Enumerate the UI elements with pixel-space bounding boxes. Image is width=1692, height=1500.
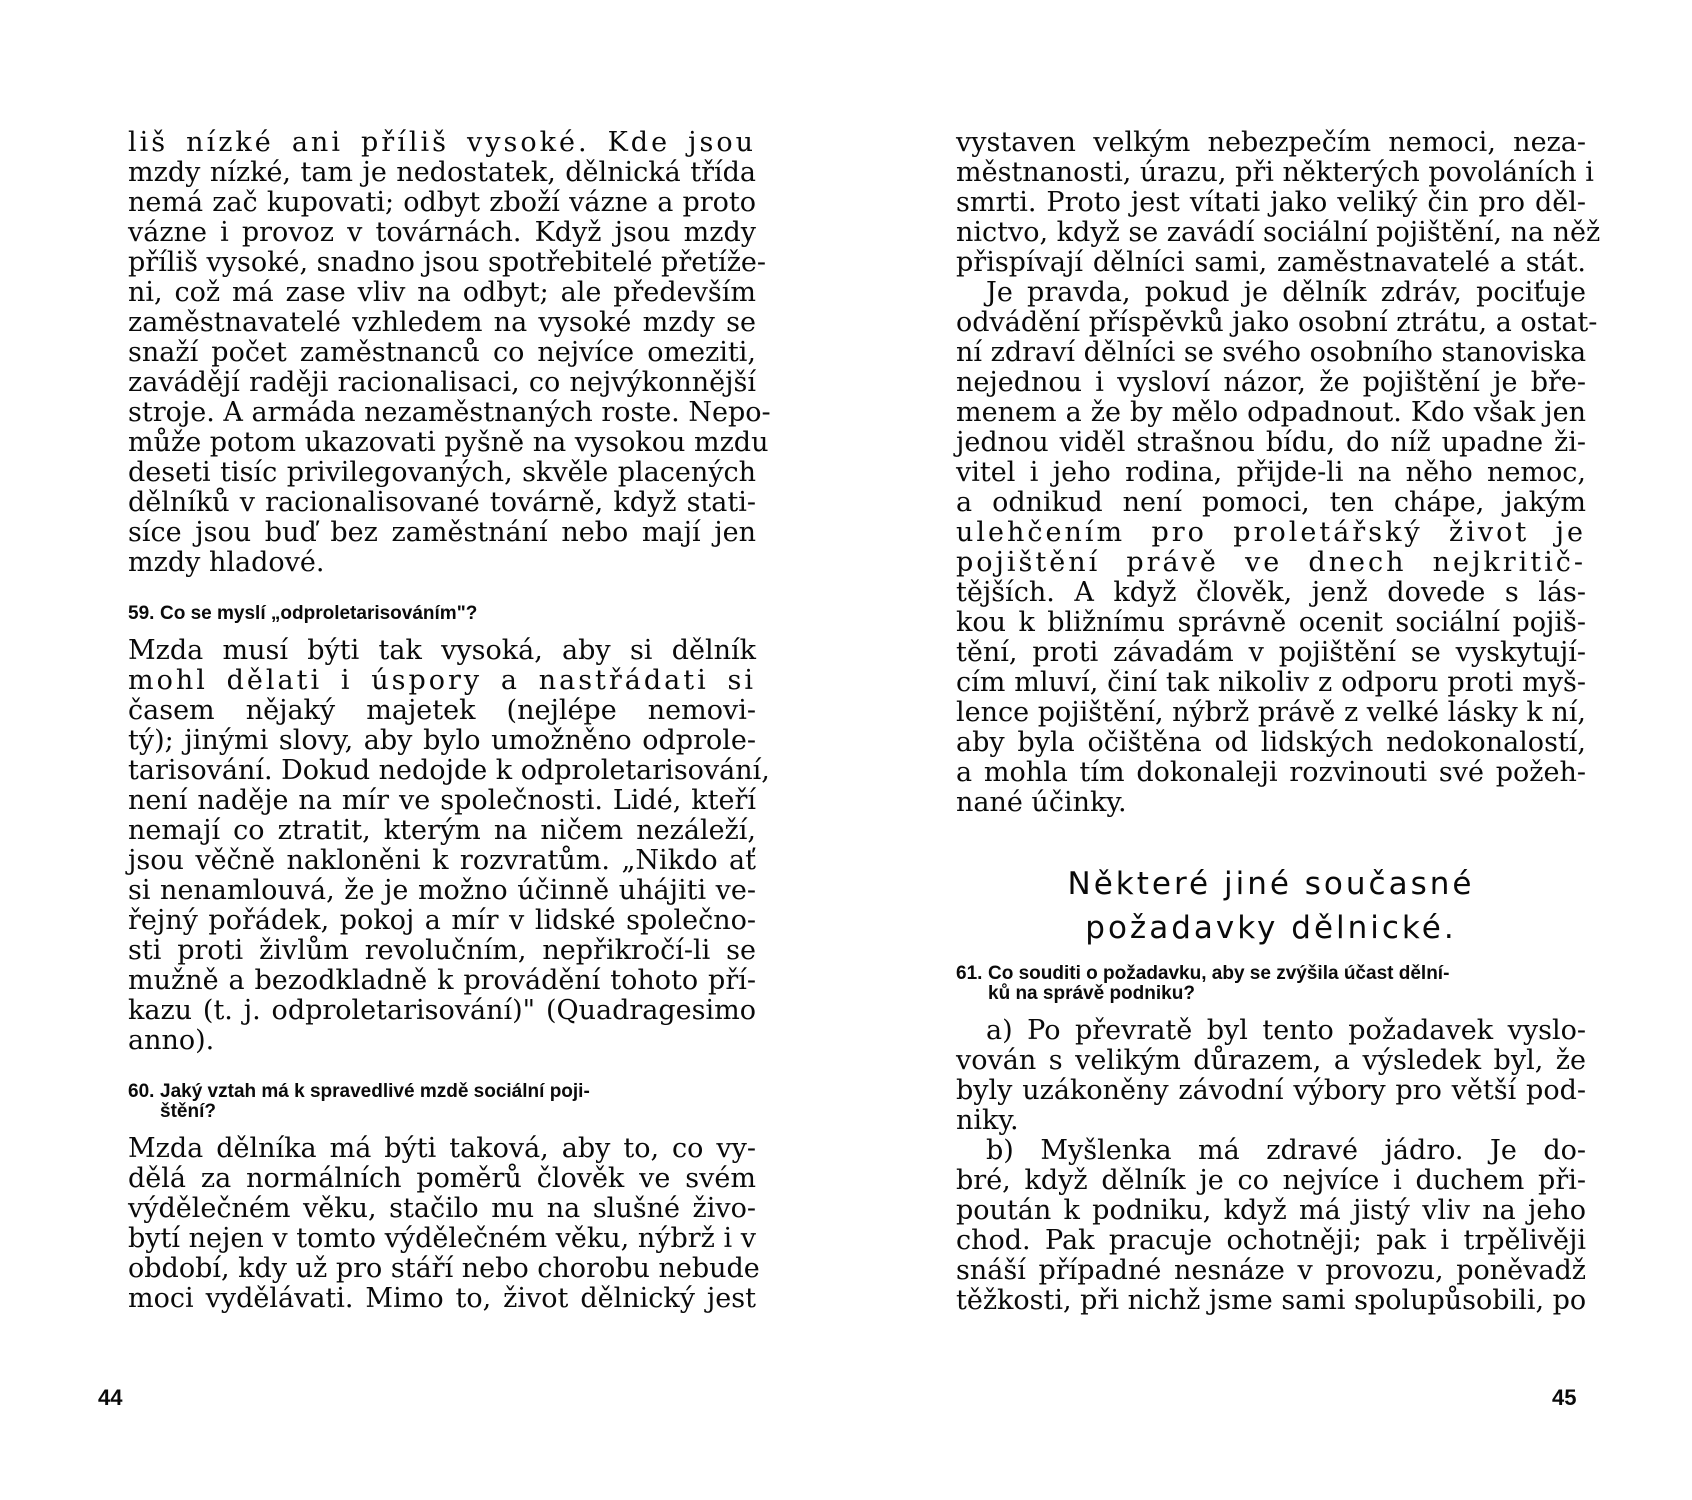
text-line: nejednou i vysloví názor, že pojištění je bře- <box>956 367 1586 398</box>
question-59-heading <box>128 604 756 624</box>
page-number: 44 <box>98 1385 123 1410</box>
right-page <box>846 0 1692 1500</box>
text-line: smrti. Proto jest vítati jako veliký čin pro děl- <box>956 187 1586 218</box>
question-text: štění? <box>160 1101 216 1122</box>
text-line: bytí nejen v tomto výdělečném věku, nýbrž i v <box>128 1223 756 1254</box>
text-line: sti proti živlům revolučním, nepřikročí-li se <box>128 935 756 966</box>
section-heading <box>956 862 1586 950</box>
text-line: niky. <box>956 1105 1019 1136</box>
text-line: snaží počet zaměstnanců co nejvíce omeziti, <box>128 337 756 368</box>
text-line: výdělečném věku, stačilo mu na slušné živo- <box>128 1193 756 1224</box>
text-line: tý); jinými slovy, aby bylo umožněno odprole- <box>128 725 756 756</box>
text-line: mohl dělati i úspory a nastřádati si <box>128 665 756 696</box>
text-line: zavádějí raději racionalisaci, co nejvýkonnější <box>128 367 756 398</box>
right-paragraph-4 <box>956 1136 1586 1316</box>
text-line: b) Myšlenka má zdravé jádro. Je do- <box>986 1135 1586 1166</box>
text-line: a odnikud není pomoci, ten chápe, jakým <box>956 487 1586 518</box>
section-heading-line: požadavky dělnické. <box>1085 910 1457 946</box>
text-line: liš nízké ani příliš vysoké. Kde jsou <box>128 127 756 158</box>
text-line: tarisování. Dokud nedojde k odproletarisování, <box>128 755 770 786</box>
right-paragraph-2 <box>956 277 1598 818</box>
text-line: vitel i jeho rodina, přijde-li na něho nemoc, <box>956 457 1586 488</box>
question-text: ků na správě podniku? <box>988 983 1195 1004</box>
left-paragraph-1 <box>128 127 771 578</box>
left-paragraph-3 <box>128 1133 760 1314</box>
text-line: a mohla tím dokonaleji rozvinouti své požeh- <box>956 757 1586 788</box>
text-line: pojištění právě ve dnech nejkritič- <box>956 547 1586 578</box>
text-line: řejný pořádek, pokoj a mír v lidské společno- <box>128 905 756 936</box>
text-line: poután k podniku, když má jistý vliv na jeho <box>956 1195 1586 1226</box>
text-line: vován s velikým důrazem, a výsledek byl, že <box>956 1045 1586 1076</box>
text-line: odvádění příspěvků jako osobní ztrátu, a ostat- <box>956 307 1598 338</box>
text-line: chod. Pak pracuje ochotněji; pak i trpělivěji <box>956 1225 1586 1256</box>
text-line: nemá zač kupovati; odbyt zboží vázne a proto <box>128 187 756 218</box>
right-paragraph-3 <box>956 1016 1586 1136</box>
text-line: vystaven velkým nebezpečím nemoci, neza- <box>956 127 1586 158</box>
text-line: dělníků v racionalisované továrně, když stati- <box>128 487 756 518</box>
text-line: období, kdy už pro stáří nebo chorobu nebude <box>128 1253 760 1284</box>
text-line: kou k bližnímu správně ocenit sociální pojiš- <box>956 607 1586 638</box>
text-line: stroje. A armáda nezaměstnaných roste. Nepo- <box>128 397 771 428</box>
left-text-column <box>128 127 771 1314</box>
text-line: může potom ukazovati pyšně na vysokou mzdu <box>128 427 769 458</box>
text-line: vázne i provoz v továrnách. Když jsou mzdy <box>128 217 756 248</box>
question-60-heading <box>128 1082 756 1122</box>
left-paragraph-2 <box>128 635 770 1056</box>
question-number: 60. <box>128 1081 155 1102</box>
text-line: tění, proti závadám v pojištění se vyskytují- <box>956 637 1586 668</box>
text-line: těžkosti, při nichž jsme sami spolupůsobili, po <box>956 1285 1587 1316</box>
question-61-heading <box>956 964 1586 1004</box>
page-number: 45 <box>1552 1385 1577 1410</box>
text-line: Je pravda, pokud je dělník zdráv, pociťuje <box>986 277 1586 308</box>
text-line: ni, což má zase vliv na odbyt; ale především <box>128 277 756 308</box>
text-line: bré, když dělník je co nejvíce i duchem při- <box>956 1165 1586 1196</box>
text-line: anno). <box>128 1025 215 1056</box>
question-number: 59. <box>128 603 155 624</box>
text-line: zaměstnavatelé vzhledem na vysoké mzdy se <box>128 307 756 338</box>
text-line: dělá za normálních poměrů člověk ve svém <box>128 1163 756 1194</box>
text-line: nemají co ztratit, kterým na ničem nezáleží, <box>128 815 756 846</box>
right-paragraph-1 <box>956 127 1601 278</box>
text-line: příliš vysoké, snadno jsou spotřebitelé přetíže- <box>128 247 767 278</box>
text-line: menem a že by mělo odpadnout. Kdo však jen <box>956 397 1586 428</box>
text-line: Mzda dělníka má býti taková, aby to, co vy- <box>128 1133 756 1164</box>
text-line: byly uzákoněny závodní výbory pro větší pod- <box>956 1075 1586 1106</box>
text-line: přispívají dělníci sami, zaměstnavatelé a stát. <box>956 247 1586 278</box>
text-line: časem nějaký majetek (nejlépe nemovi- <box>128 695 756 726</box>
text-line: městnanosti, úrazu, při některých povoláních i <box>956 157 1594 188</box>
text-line: nictvo, když se zavádí sociální pojištění, na něž <box>956 217 1601 248</box>
text-line: moci vydělávati. Mimo to, život dělnický jest <box>128 1283 756 1314</box>
text-line: a) Po převratě byl tento požadavek vyslo- <box>986 1015 1586 1046</box>
text-line: jsou věčně nakloněni k rozvratům. „Nikdo ať <box>128 845 756 876</box>
text-line: si nenamlouvá, že je možno účinně uhájiti ve- <box>128 875 756 906</box>
text-line: mužně a bezodkladně k provádění tohoto pří- <box>128 965 756 996</box>
text-line: není naděje na mír ve společnosti. Lidé, kteří <box>128 785 756 816</box>
text-line: síce jsou buď bez zaměstnání nebo mají jen <box>128 517 756 548</box>
question-text: Co se myslí „odproletarisováním"? <box>160 603 478 624</box>
text-line: tějších. A když člověk, jenž dovede s lás- <box>956 577 1586 608</box>
section-heading-line: Některé jiné současné <box>1067 866 1475 902</box>
text-line: kazu (t. j. odproletarisování)" (Quadragesimo <box>128 995 756 1026</box>
text-line: snáší případné nesnáze v provozu, poněvadž <box>956 1255 1586 1286</box>
text-line: mzdy hladové. <box>128 547 325 578</box>
text-line: aby byla očištěna od lidských nedokonalostí, <box>956 727 1586 758</box>
text-line: nané účinky. <box>956 787 1127 818</box>
text-line: Mzda musí býti tak vysoká, aby si dělník <box>128 635 756 666</box>
question-text: Co souditi o požadavku, aby se zvýšila účast dělní- <box>988 963 1450 984</box>
text-line: jednou viděl strašnou bídu, do níž upadne ži- <box>956 427 1586 458</box>
right-text-column <box>956 127 1601 1316</box>
text-line: ní zdraví dělníci se svého osobního stanoviska <box>956 337 1587 368</box>
text-line: ulehčením pro proletářský život je <box>956 517 1586 548</box>
question-text: Jaký vztah má k spravedlivé mzdě sociální poji- <box>160 1081 590 1102</box>
text-line: mzdy nízké, tam je nedostatek, dělnická třída <box>128 157 756 188</box>
text-line: deseti tisíc privilegovaných, skvěle placených <box>128 457 756 488</box>
question-number: 61. <box>956 963 983 984</box>
text-line: cím mluví, činí tak nikoliv z odporu proti myš- <box>956 667 1586 698</box>
text-line: lence pojištění, nýbrž právě z velké lásky k ní, <box>956 697 1586 728</box>
